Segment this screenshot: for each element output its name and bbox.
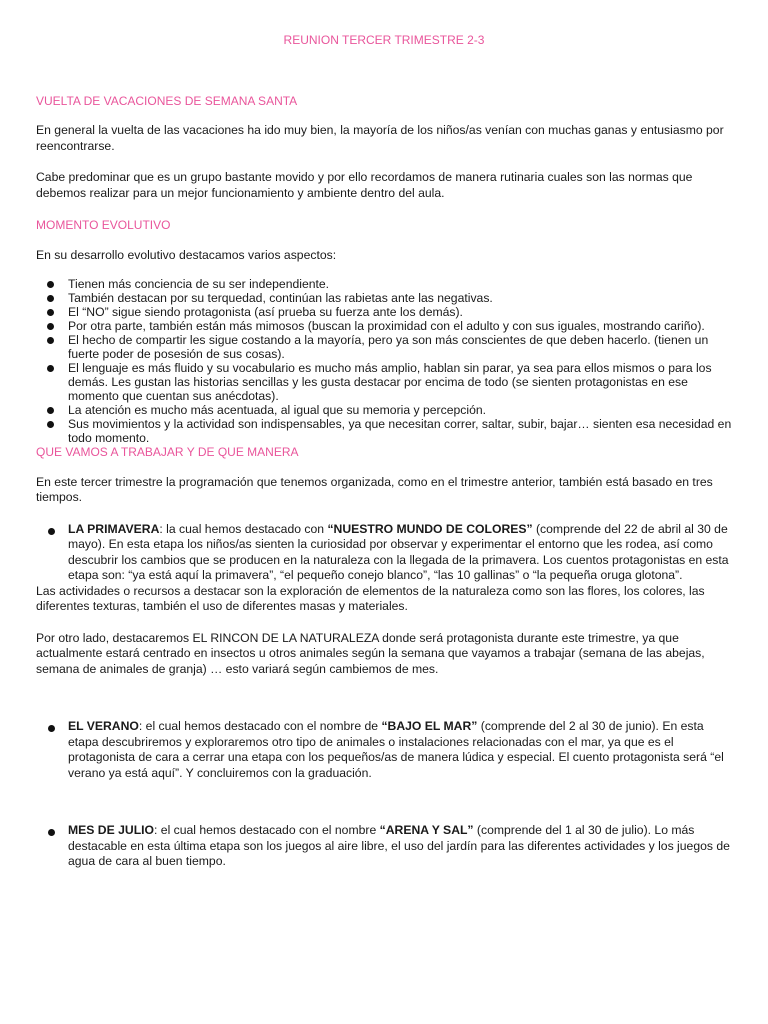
list-item: [36, 277, 732, 291]
bullet-icon: [47, 295, 54, 302]
bullet-icon: [47, 421, 54, 428]
list-item: [36, 291, 732, 305]
bullet-icon: [47, 407, 54, 414]
section-heading-evolutivo: MOMENTO EVOLUTIVO: [36, 218, 171, 232]
list-item-text: Sus movimientos y la actividad son indispensables, ya que necesitan correr, saltar, subir, bajar… sienten esa necesidad en todo momento.: [68, 417, 732, 445]
bullet-icon: [48, 829, 55, 836]
list-item-text: La atención es mucho más acentuada, al igual que su memoria y percepción.: [68, 403, 487, 417]
verano-list: [36, 719, 732, 781]
primavera-label: LA PRIMAVERA: [68, 521, 160, 536]
list-item-text: El hecho de compartir les sigue costando a la mayoría, pero ya son más conscientes de que deben hacerlo. (tienen un fuerte poder de posesión de sus cosas).: [68, 333, 709, 361]
list-item: [36, 319, 732, 333]
julio-label: MES DE JULIO: [68, 823, 155, 837]
verano-text-b: (comprende del 2 al 30 de junio). En esta etapa descubriremos y exploraremos otro tipo de animales o instalaciones relacionadas con el mar, ya que es el protagonista de cara a cerrar una etapa con los pequeños/as de manera lúdica y especial. El cuento protagonista será “el verano ya está aquí”. Y concluiremos con la graduación.: [68, 719, 724, 780]
document-title: REUNION TERCER TRIMESTRE 2-3: [283, 33, 485, 47]
primavera-text-a: : la cual hemos destacado con: [159, 521, 328, 536]
list-item-text: El lenguaje es más fluido y su vocabulario es mucho más amplio, hablan sin parar, ya sea para ellos mismos o para los demás. Les gustan las historias sencillas y les gusta destacar por encima de todo (se sienten protagonistas en ese momento que cuentan sus anécdotas).: [68, 361, 712, 403]
bullet-icon: [48, 725, 55, 732]
bullet-icon: [47, 365, 54, 372]
paragraph-desarrollo-intro: En su desarrollo evolutivo destacamos varios aspectos:: [36, 247, 337, 262]
paragraph-programacion: En este tercer trimestre la programación que tenemos organizada, como en el trimestre anterior, también está basado en tres tiempos.: [36, 474, 713, 504]
bullet-icon: [47, 337, 54, 344]
primavera-theme: “NUESTRO MUNDO DE COLORES”: [327, 521, 533, 536]
verano-theme: “BAJO EL MAR”: [381, 719, 478, 733]
julio-list: [36, 823, 732, 870]
julio-text-b: (comprende del 1 al 30 de julio). Lo más destacable en esta última etapa son los juegos al aire libre, el uso del jardín para las diferentes actividades y los juegos de agua de cara al buen tiempo.: [68, 823, 730, 868]
paragraph-vuelta: En general la vuelta de las vacaciones ha ido muy bien, la mayoría de los niños/as venían con muchas ganas y entusiasmo por reencontrarse.: [36, 123, 724, 153]
evolutivo-bullet-list: [36, 277, 732, 445]
verano-text-a: : el cual hemos destacado con el nombre de: [138, 719, 382, 733]
section-heading-trabajar: QUE VAMOS A TRABAJAR Y DE QUE MANERA: [36, 445, 299, 459]
bullet-icon: [47, 309, 54, 316]
paragraph-actividades: Las actividades o recursos a destacar son la exploración de elementos de la naturaleza como son las flores, los colores, las diferentes texturas, también el uso de diferentes masas y materiales.: [36, 583, 705, 613]
list-item: [36, 361, 732, 403]
list-item-text: También destacan por su terquedad, continúan las rabietas ante las negativas.: [68, 291, 493, 305]
julio-text-a: : el cual hemos destacado con el nombre: [154, 823, 380, 837]
verano-label: EL VERANO: [68, 719, 139, 733]
list-item: [36, 305, 732, 319]
list-item-text: Por otra parte, también están más mimosos (buscan la proximidad con el adulto y con sus iguales, mostrando cariño).: [68, 319, 705, 333]
bullet-icon: [47, 281, 54, 288]
list-item-primavera: [36, 522, 732, 584]
julio-theme: “ARENA Y SAL”: [379, 823, 474, 837]
list-item-verano: [36, 719, 732, 781]
list-item-text: Tienen más conciencia de su ser independiente.: [68, 277, 330, 291]
bullet-icon: [48, 528, 55, 535]
section-heading-vacaciones: VUELTA DE VACACIONES DE SEMANA SANTA: [36, 93, 298, 108]
primavera-list: [36, 522, 732, 584]
paragraph-rincon-naturaleza: Por otro lado, destacaremos EL RINCON DE LA NATURALEZA donde será protagonista durante este trimestre, ya que actualmente estará centrado en insectos u otros animales según la semana que vayamos a trabajar (semana de las abejas, semana de animales de granja) … esto variará según cambiemos de mes.: [36, 630, 705, 676]
list-item: [36, 417, 732, 445]
primavera-text-b: (comprende del 22 de abril al 30 de mayo). En esta etapa los niños/as sienten la curiosidad por observar y experimentar el entorno que les rodea, así como descubrir los cambios que se producen en la naturaleza con la llegada de la primavera. Los cuentos protagonistas en esta etapa son: “ya está aquí la primavera”, “el pequeño conejo blanco”, “las 10 gallinas” o “la pequeña oruga glotona”.: [68, 521, 729, 582]
list-item: [36, 403, 732, 417]
paragraph-normas: Cabe predominar que es un grupo bastante movido y por ello recordamos de manera rutinaria cuales son las normas que debemos realizar para un mejor funcionamiento y ambiente dentro del aula.: [36, 170, 693, 200]
bullet-icon: [47, 323, 54, 330]
list-item-julio: [36, 823, 732, 870]
list-item: [36, 333, 732, 361]
list-item-text: El “NO” sigue siendo protagonista (así prueba su fuerza ante los demás).: [68, 305, 463, 319]
